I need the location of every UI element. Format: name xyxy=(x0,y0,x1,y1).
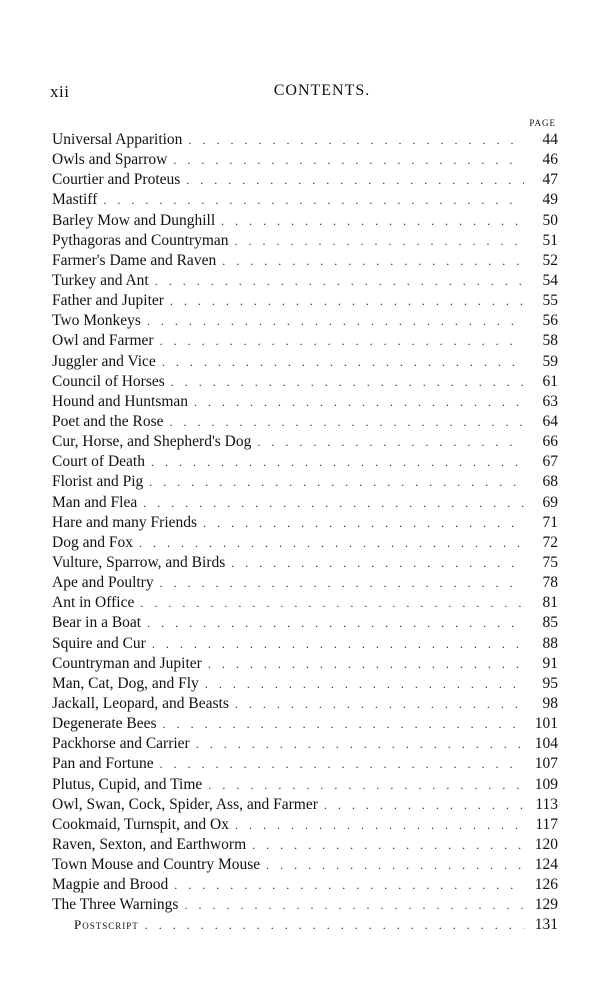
dot-leader xyxy=(194,392,524,412)
toc-entry-page: 52 xyxy=(542,251,558,269)
toc-entry-page: 61 xyxy=(542,372,558,390)
toc-entry-page: 88 xyxy=(542,634,558,652)
dot-leader xyxy=(163,714,524,734)
toc-entry xyxy=(52,291,558,311)
dot-leader xyxy=(140,593,524,613)
toc-entry-title: Cookmaid, Turnspit, and Ox xyxy=(52,815,229,833)
toc-entry xyxy=(52,835,558,855)
page-column-label: PAGE xyxy=(529,118,556,128)
toc-entry-title: Juggler and Vice xyxy=(52,352,156,370)
toc-entry-page: 44 xyxy=(542,131,558,148)
toc-entry xyxy=(52,211,558,231)
toc-entry xyxy=(52,231,558,251)
toc-entry-title: Man, Cat, Dog, and Fly xyxy=(52,674,199,692)
dot-leader xyxy=(208,654,524,674)
toc-entry-title: Hound and Huntsman xyxy=(52,392,189,410)
toc-entry-title: Ape and Poultry xyxy=(52,574,154,592)
toc-entry-title: The Three Warnings xyxy=(52,896,179,914)
toc-entry xyxy=(52,855,558,875)
toc-entry-title: Owl and Farmer xyxy=(52,332,154,350)
toc-entry-title: Poet and the Rose xyxy=(52,412,164,430)
toc-entry-page: 126 xyxy=(534,876,558,894)
toc-entry-page: 91 xyxy=(542,654,558,672)
toc-entry-title: Ant in Office xyxy=(52,594,135,612)
dot-leader xyxy=(160,573,524,593)
toc-entry-page: 131 xyxy=(534,916,558,934)
toc-entry-page: 113 xyxy=(535,795,558,813)
toc-entry-title: Degenerate Bees xyxy=(52,715,157,733)
toc-entry xyxy=(52,674,558,694)
dot-leader xyxy=(235,231,524,251)
dot-leader xyxy=(170,412,525,432)
toc-entry-page: 59 xyxy=(542,352,558,370)
dot-leader xyxy=(173,150,524,170)
toc-entry-page: 85 xyxy=(542,614,558,632)
dot-leader xyxy=(196,734,524,754)
dot-leader xyxy=(252,835,524,855)
toc-entry-title: Council of Horses xyxy=(52,372,165,390)
toc-entry-title: Jackall, Leopard, and Beasts xyxy=(52,694,229,712)
toc-entry-page: 55 xyxy=(542,292,558,310)
toc-entry-page: 68 xyxy=(542,473,558,491)
toc-entry xyxy=(52,472,558,492)
dot-leader xyxy=(184,895,524,915)
dot-leader xyxy=(203,513,524,533)
dot-leader xyxy=(174,875,524,895)
toc-entry xyxy=(52,412,558,432)
toc-entry-title: Town Mouse and Country Mouse xyxy=(52,856,261,874)
toc-entry-title: Vulture, Sparrow, and Birds xyxy=(52,553,226,571)
toc-entry xyxy=(52,654,558,674)
toc-entry-page: 50 xyxy=(542,211,558,229)
toc-entry-page: 64 xyxy=(542,412,558,430)
toc-entry xyxy=(52,573,558,593)
toc-entry-title: Packhorse and Carrier xyxy=(52,735,190,753)
toc-entry-title: Pythagoras and Countryman xyxy=(52,231,229,249)
toc-entry-title: Hare and many Friends xyxy=(52,513,198,531)
toc-entry xyxy=(52,553,558,573)
toc-entry xyxy=(52,694,558,714)
toc-entry-page: 51 xyxy=(542,231,558,249)
page-number: xii xyxy=(50,82,70,101)
toc-entry-title: Squire and Cur xyxy=(52,634,146,652)
toc-entry-title: Two Monkeys xyxy=(52,312,141,330)
toc-entry-page: 49 xyxy=(542,191,558,209)
dot-leader xyxy=(266,855,524,875)
toc-entry xyxy=(52,613,558,633)
toc-entry-page: 69 xyxy=(542,493,558,511)
toc-entry-page: 66 xyxy=(542,433,558,451)
toc-entry-page: 109 xyxy=(534,775,558,793)
toc-entry-page: 78 xyxy=(542,574,558,592)
dot-leader xyxy=(188,130,524,150)
dot-leader xyxy=(324,795,524,815)
toc-entry xyxy=(52,392,558,412)
toc-entry-page: 47 xyxy=(542,171,558,189)
toc-entry xyxy=(52,634,558,654)
dot-leader xyxy=(143,493,524,513)
toc-entry-title: Owl, Swan, Cock, Spider, Ass, and Farmer xyxy=(52,795,318,813)
toc-entry-page: 71 xyxy=(542,513,558,531)
toc-entry-title: Man and Flea xyxy=(52,493,138,511)
toc-entry xyxy=(52,311,558,331)
dot-leader xyxy=(152,634,524,654)
dot-leader xyxy=(162,352,524,372)
toc-entry-page: 54 xyxy=(542,271,558,289)
toc-entry-page: 117 xyxy=(535,815,558,833)
toc-entry xyxy=(52,130,558,150)
page-header xyxy=(50,82,554,106)
dot-leader xyxy=(139,533,524,553)
toc-entry-page: 56 xyxy=(542,312,558,330)
toc-entry-page: 120 xyxy=(534,835,558,853)
toc-entry xyxy=(52,513,558,533)
toc-entry xyxy=(52,895,558,915)
toc-entry xyxy=(52,352,558,372)
toc-entry-title: Owls and Sparrow xyxy=(52,151,168,169)
toc-entry-title: Cur, Horse, and Shepherd's Dog xyxy=(52,433,252,451)
toc-entry-page: 124 xyxy=(534,856,558,874)
dot-leader xyxy=(222,251,524,271)
toc-entry xyxy=(52,251,558,271)
toc-entry-title: Postscript xyxy=(74,917,139,933)
toc-entry xyxy=(52,795,558,815)
toc-entry xyxy=(52,734,558,754)
toc-entry xyxy=(52,533,558,553)
toc-entry-title: Courtier and Proteus xyxy=(52,171,181,189)
dot-leader xyxy=(205,674,524,694)
dot-leader xyxy=(208,775,524,795)
toc-entry-title: Mastiff xyxy=(52,191,98,209)
dot-leader xyxy=(257,432,524,452)
toc-entry xyxy=(52,170,558,190)
toc-entry-page: 58 xyxy=(542,332,558,350)
dot-leader xyxy=(155,271,524,291)
toc-entry-title: Pan and Fortune xyxy=(52,755,154,773)
toc-entry xyxy=(52,493,558,513)
toc-entry-page: 67 xyxy=(542,453,558,471)
toc-entry xyxy=(52,372,558,392)
dot-leader xyxy=(147,613,524,633)
toc-entry-title: Father and Jupiter xyxy=(52,292,164,310)
toc-entry xyxy=(52,875,558,895)
toc-entry xyxy=(52,190,558,210)
dot-leader xyxy=(235,815,524,835)
toc-entry-title: Barley Mow and Dunghill xyxy=(52,211,216,229)
toc-entry-page: 75 xyxy=(542,553,558,571)
table-of-contents xyxy=(52,130,558,936)
toc-entry-page: 98 xyxy=(542,694,558,712)
toc-entry xyxy=(52,714,558,734)
toc-entry-title: Plutus, Cupid, and Time xyxy=(52,775,203,793)
toc-entry-page: 72 xyxy=(542,533,558,551)
dot-leader xyxy=(149,472,524,492)
toc-entry-page: 46 xyxy=(542,151,558,169)
toc-entry-title: Universal Apparition xyxy=(52,131,183,148)
toc-entry-page: 129 xyxy=(534,896,558,914)
toc-entry xyxy=(52,271,558,291)
toc-entry xyxy=(52,815,558,835)
toc-entry-page: 101 xyxy=(534,715,558,733)
dot-leader xyxy=(170,291,524,311)
dot-leader xyxy=(186,170,524,190)
toc-entry xyxy=(52,593,558,613)
toc-entry-title: Farmer's Dame and Raven xyxy=(52,251,217,269)
toc-entry xyxy=(52,452,558,472)
toc-entry-title: Court of Death xyxy=(52,453,145,471)
dot-leader xyxy=(235,694,524,714)
dot-leader xyxy=(171,372,524,392)
dot-leader xyxy=(221,211,524,231)
toc-entry-page: 107 xyxy=(534,755,558,773)
toc-entry xyxy=(52,331,558,351)
toc-entry xyxy=(52,432,558,452)
toc-entry xyxy=(52,150,558,170)
toc-entry-title: Florist and Pig xyxy=(52,473,144,491)
toc-entry-title: Bear in a Boat xyxy=(52,614,142,632)
page-title: CONTENTS. xyxy=(273,82,371,99)
dot-leader xyxy=(160,331,524,351)
toc-entry-title: Raven, Sexton, and Earthworm xyxy=(52,835,247,853)
toc-entry-page: 104 xyxy=(534,735,558,753)
dot-leader xyxy=(231,553,524,573)
toc-entry-page: 81 xyxy=(542,594,558,612)
dot-leader xyxy=(151,452,524,472)
toc-entry-title: Turkey and Ant xyxy=(52,271,149,289)
toc-entry-page: 95 xyxy=(542,674,558,692)
toc-entry xyxy=(52,775,558,795)
toc-entry-title: Countryman and Jupiter xyxy=(52,654,202,672)
dot-leader xyxy=(160,754,524,774)
toc-entry-title: Magpie and Brood xyxy=(52,876,169,894)
dot-leader xyxy=(145,915,524,935)
dot-leader xyxy=(147,311,524,331)
toc-entry xyxy=(52,915,558,935)
toc-entry-title: Dog and Fox xyxy=(52,533,133,551)
toc-entry xyxy=(52,754,558,774)
toc-entry-page: 63 xyxy=(542,392,558,410)
dot-leader xyxy=(103,190,524,210)
